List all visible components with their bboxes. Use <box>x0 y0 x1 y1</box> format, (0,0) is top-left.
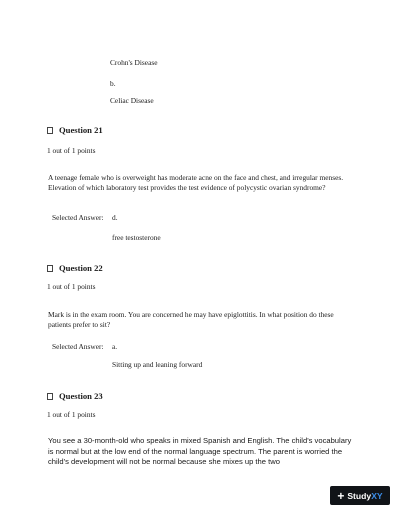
selected-answer-letter: a. <box>112 342 118 351</box>
question-prompt: A teenage female who is overweight has moderate acne on the face and chest, and irregular menses. Elevation of which laboratory test provides the test evidence of polycystic ovarian syndrome? <box>48 173 344 192</box>
question-21-header <box>47 125 103 136</box>
selected-answer-label: Selected Answer: <box>52 213 104 222</box>
question-title: Question 23 <box>59 391 103 401</box>
selected-answer-text: Sitting up and leaning forward <box>112 360 203 369</box>
question-status-icon <box>47 393 53 400</box>
question-23-header <box>47 391 103 402</box>
selected-answer-label: Selected Answer: <box>52 342 104 351</box>
question-points: 1 out of 1 points <box>47 410 96 419</box>
question-prompt: Mark is in the exam room. You are concerned he may have epiglottitis. In what position do these patients prefer to sit? <box>48 310 334 329</box>
selected-answer-letter: d. <box>112 213 118 222</box>
question-points: 1 out of 1 points <box>47 146 96 155</box>
question-points: 1 out of 1 points <box>47 282 96 291</box>
question-status-icon <box>47 127 53 134</box>
selected-answer-text: free testosterone <box>112 233 161 242</box>
question-title: Question 22 <box>59 263 103 273</box>
question-22-header <box>47 263 103 274</box>
option-b-letter: b. <box>110 79 116 88</box>
option-b-text: Celiac Disease <box>110 96 154 105</box>
studyxy-logo[interactable] <box>330 486 390 505</box>
question-prompt: You see a 30-month-old who speaks in mixed Spanish and English. The child's vocabulary is normal but at the low end of the normal language spectrum. The parent is worried the child's development will not be normal because she mixes up the two <box>48 436 352 466</box>
brand-name-accent: XY <box>371 490 383 501</box>
question-title: Question 21 <box>59 125 103 135</box>
brand-name-main: Study <box>347 490 372 501</box>
option-a-text: Crohn's Disease <box>110 58 158 67</box>
question-status-icon <box>47 265 53 272</box>
plus-icon: + <box>337 488 345 503</box>
